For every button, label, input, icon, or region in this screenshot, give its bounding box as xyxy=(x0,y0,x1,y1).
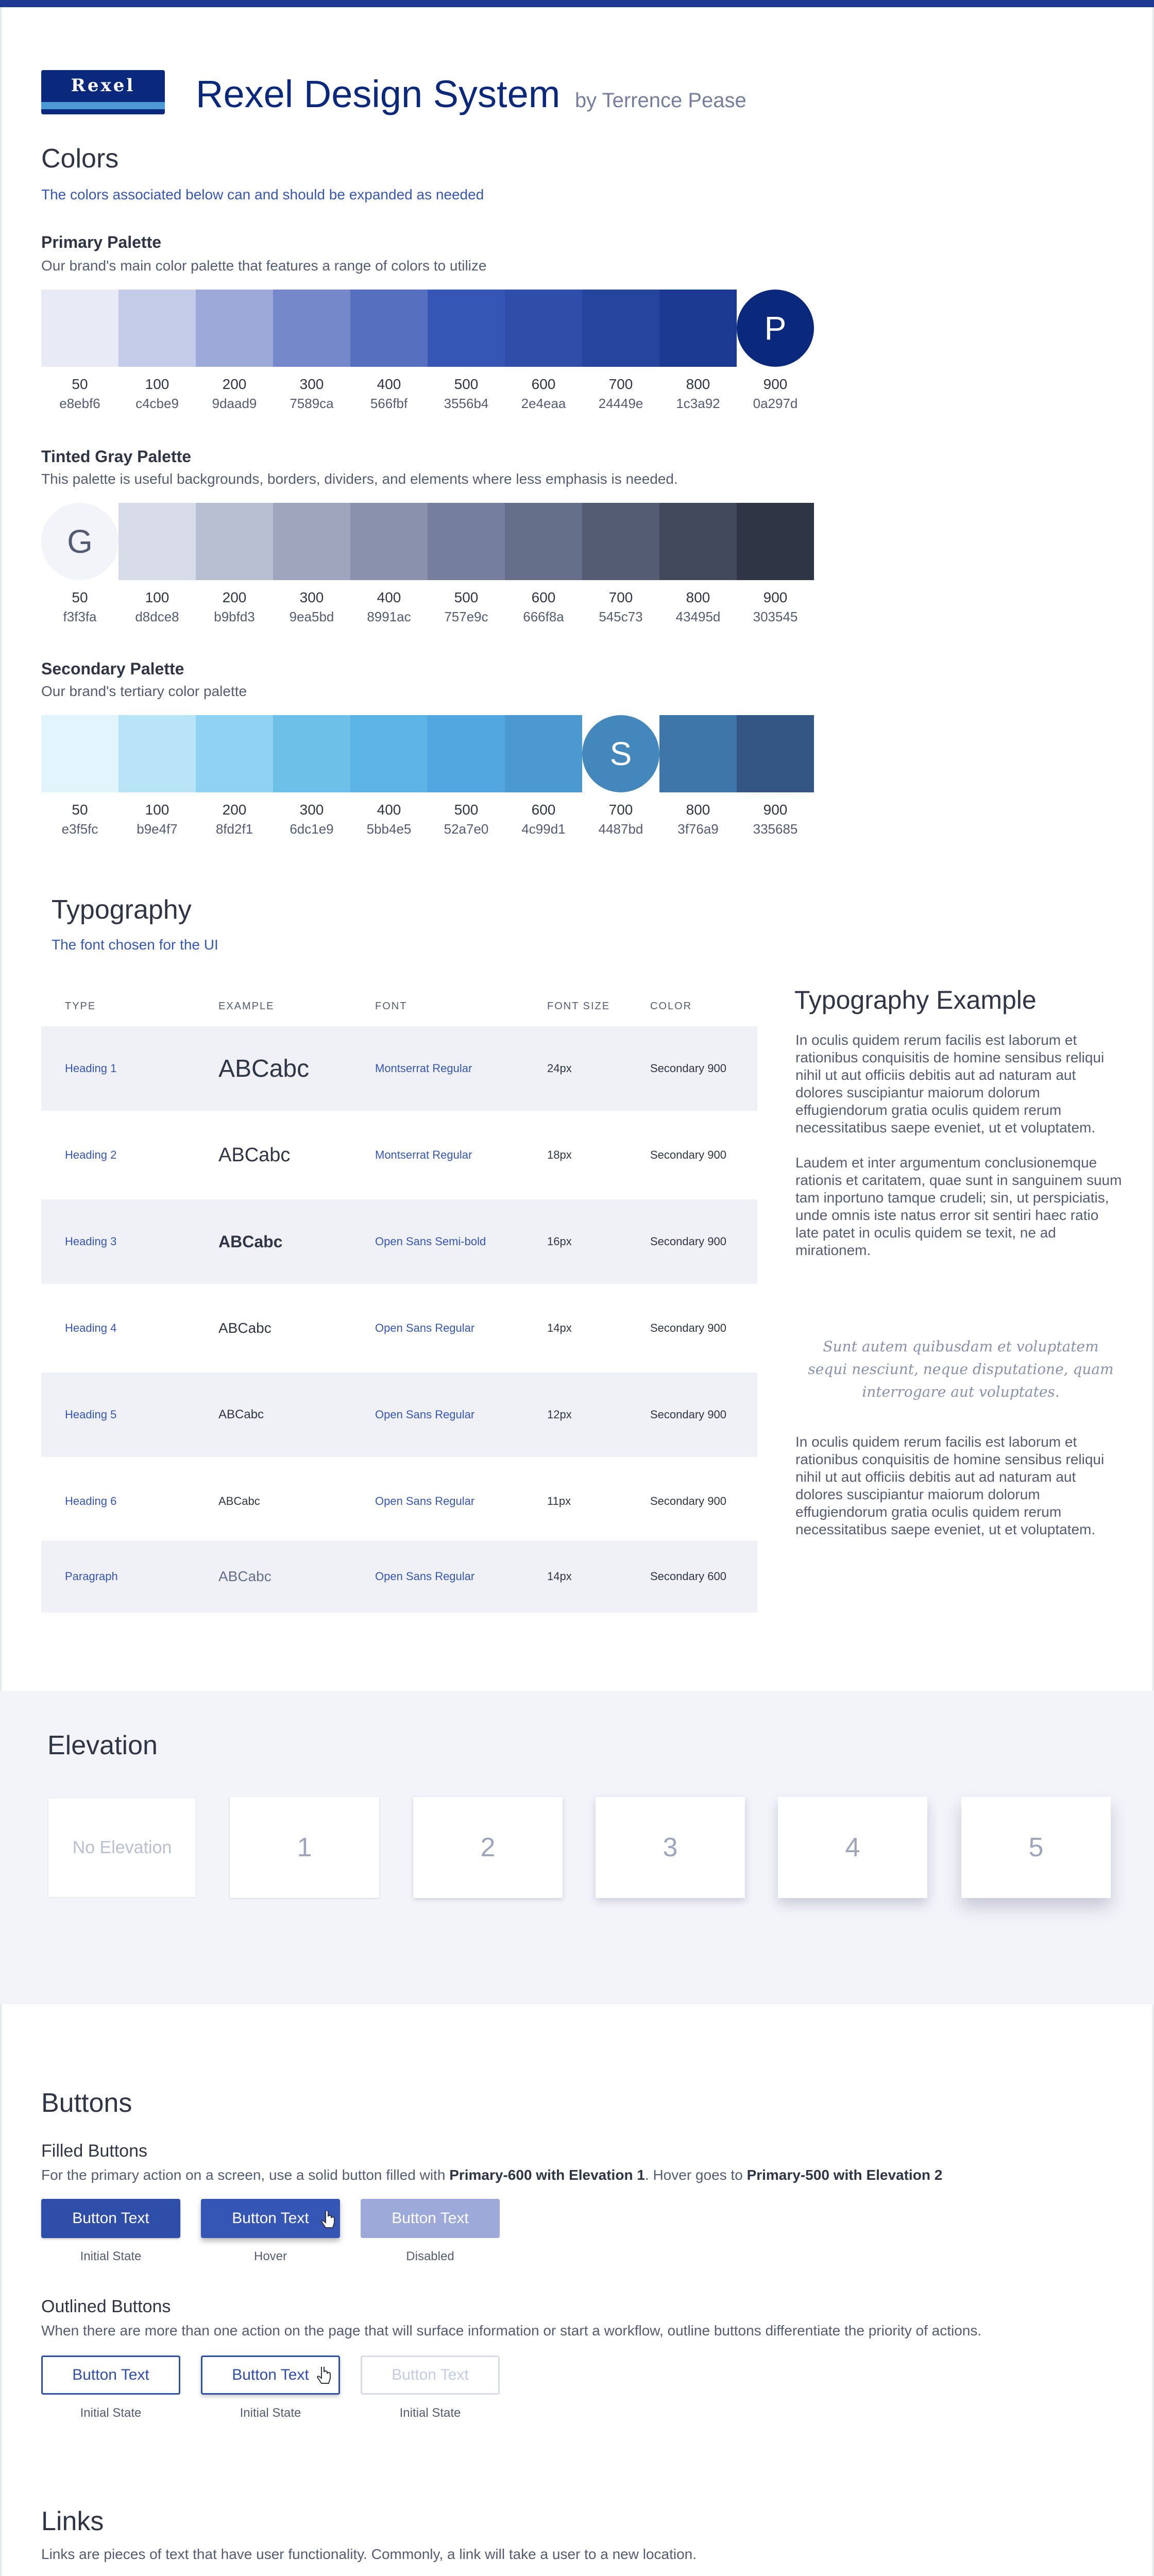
top-accent-bar xyxy=(0,0,1154,7)
gray-swatch-hex: 8991ac xyxy=(367,609,411,624)
outlined-button-hover[interactable]: Button Text xyxy=(201,2355,340,2395)
primary-swatch-number: 500 xyxy=(454,376,479,392)
font-cell: Open Sans Regular xyxy=(375,1321,475,1334)
primary-swatch-number: 800 xyxy=(686,376,710,392)
primary-swatch-hex: e8ebf6 xyxy=(59,396,100,411)
filled-caption-initial: Initial State xyxy=(80,2249,142,2263)
typography-table-row xyxy=(41,1540,757,1613)
example-cell: ABCabc xyxy=(218,1055,310,1082)
gray-swatch-circle-50: G xyxy=(41,503,118,580)
typography-table-row xyxy=(41,1199,757,1284)
color-cell: Secondary 900 xyxy=(650,1408,726,1421)
example-cell: ABCabc xyxy=(218,1232,283,1251)
secondary-swatch-300 xyxy=(273,715,350,792)
gray-swatch-hex: 303545 xyxy=(753,609,798,624)
page-title xyxy=(196,72,746,116)
links-description: Links are pieces of text that have user functionality. Commonly, a link will take a user to a new location. xyxy=(41,2546,697,2562)
gray-swatch-number: 300 xyxy=(299,589,324,605)
outlined-caption-2: Initial State xyxy=(240,2406,301,2420)
primary-swatch-50 xyxy=(41,290,118,367)
gray-swatch-hex: 757e9c xyxy=(444,609,488,624)
gray-swatch-hex: f3f3fa xyxy=(63,609,97,624)
outlined-caption-1: Initial State xyxy=(80,2406,142,2420)
primary-swatch-100 xyxy=(118,290,196,367)
filled-desc-part-1: For the primary action on a screen, use a solid button filled with xyxy=(41,2167,450,2183)
secondary-swatch-number: 200 xyxy=(222,802,247,818)
font-size-cell: 12px xyxy=(547,1408,572,1421)
typography-heading: Typography xyxy=(52,895,192,925)
outlined-caption-3: Initial State xyxy=(399,2406,461,2420)
primary-swatch-number: 50 xyxy=(72,376,88,392)
primary-palette-description: Our brand's main color palette that features a range of colors to utilize xyxy=(41,258,487,274)
gray-swatch-hex: 545c73 xyxy=(599,609,643,624)
primary-swatch-hex: 3556b4 xyxy=(444,396,489,411)
font-cell: Open Sans Regular xyxy=(375,1570,475,1583)
filled-caption-disabled: Disabled xyxy=(406,2249,454,2263)
gray-swatch-number: 900 xyxy=(763,589,788,605)
primary-palette-title: Primary Palette xyxy=(41,233,162,251)
typography-table-row xyxy=(41,1113,757,1197)
gray-swatch-100 xyxy=(118,503,196,580)
secondary-swatch-hex: 4487bd xyxy=(598,821,643,837)
font-size-cell: 24px xyxy=(547,1062,572,1075)
secondary-swatch-number: 500 xyxy=(454,802,479,818)
primary-swatch-hex: 2e4eaa xyxy=(521,396,566,411)
secondary-swatch-number: 900 xyxy=(763,802,788,818)
gray-swatch-600 xyxy=(505,503,582,580)
primary-swatch-number: 600 xyxy=(531,376,556,392)
primary-swatch-hex: 1c3a92 xyxy=(676,396,720,411)
secondary-swatch-number: 50 xyxy=(72,802,88,818)
secondary-swatch-number: 800 xyxy=(686,802,710,818)
gray-swatch-800 xyxy=(659,503,737,580)
outlined-buttons-title: Outlined Buttons xyxy=(41,2297,171,2316)
color-cell: Secondary 900 xyxy=(650,1495,726,1507)
rexel-logo xyxy=(41,70,165,114)
secondary-swatch-900 xyxy=(737,715,814,792)
secondary-swatch-100 xyxy=(118,715,196,792)
gray-swatch-number: 200 xyxy=(222,589,247,605)
primary-swatch-number: 700 xyxy=(608,376,633,392)
primary-swatch-500 xyxy=(428,290,505,367)
filled-button-initial[interactable]: Button Text xyxy=(41,2199,180,2238)
links-heading: Links xyxy=(41,2506,104,2536)
gray-swatch-700 xyxy=(582,503,659,580)
typography-example-paragraph-3: In oculis quidem rerum facilis est laborum et rationibus conquisitis de homine sensibus reliqui nihil ut aut officiis debitis aut ad naturam aut dolores suscipiantur maiorum dolorum effugiendorum gratia oculis quidem rerum necessitatibus saepe eveniet, ut et voluptatem. xyxy=(795,1434,1105,1537)
col-header-color: COLOR xyxy=(650,1001,692,1012)
typography-table-row xyxy=(41,1026,757,1111)
filled-desc-bold-2: Primary-500 with Elevation 2 xyxy=(746,2167,943,2183)
primary-swatch-hex: 0a297d xyxy=(753,396,798,411)
secondary-swatch-500 xyxy=(428,715,505,792)
primary-swatch-hex: 24449e xyxy=(598,396,643,411)
typography-description: The font chosen for the UI xyxy=(52,937,218,953)
primary-swatch-number: 900 xyxy=(763,376,788,392)
font-cell: Open Sans Semi-bold xyxy=(375,1235,486,1248)
filled-buttons-title: Filled Buttons xyxy=(41,2141,147,2161)
font-size-cell: 14px xyxy=(547,1321,572,1334)
secondary-swatch-hex: 335685 xyxy=(753,821,798,837)
type-cell: Heading 1 xyxy=(65,1062,117,1075)
secondary-swatch-hex: 6dc1e9 xyxy=(290,821,334,837)
elevation-card-5: 5 xyxy=(961,1797,1111,1898)
col-header-font-size: FONT SIZE xyxy=(547,1001,610,1012)
hand-cursor-icon xyxy=(320,2211,337,2232)
primary-swatch-hex: 7589ca xyxy=(290,396,334,411)
typography-table-row xyxy=(41,1372,757,1457)
color-cell: Secondary 900 xyxy=(650,1148,726,1161)
secondary-swatch-600 xyxy=(505,715,582,792)
typography-example-paragraph-2: Laudem et inter argumentum conclusionemque rationis et caritatem, quae sunt in sanguinem suum tam inportuno tamque crudeli; sin, ut perspiciatis, unde omnis iste natus error sit sentiri haec ratio late patet in oculis quidem se texit, ne ad mirationem. xyxy=(795,1155,1122,1258)
filled-caption-hover: Hover xyxy=(253,2249,287,2263)
gray-swatch-hex: 43495d xyxy=(675,609,721,624)
font-cell: Montserrat Regular xyxy=(375,1062,472,1075)
primary-swatch-hex: 566fbf xyxy=(370,396,408,411)
outlined-buttons-description: When there are more than one action on the page that will surface information or start a workflow, outline buttons differentiate the priority of actions. xyxy=(41,2323,982,2338)
color-cell: Secondary 900 xyxy=(650,1321,726,1334)
secondary-swatch-number: 100 xyxy=(145,802,169,818)
buttons-heading: Buttons xyxy=(41,2088,132,2118)
type-cell: Heading 2 xyxy=(65,1148,117,1161)
font-cell: Open Sans Regular xyxy=(375,1495,475,1507)
example-cell: ABCabc xyxy=(218,1495,260,1507)
color-cell: Secondary 600 xyxy=(650,1570,726,1583)
secondary-swatch-50 xyxy=(41,715,118,792)
filled-button-hover[interactable]: Button Text xyxy=(201,2199,340,2238)
typography-example-title: Typography Example xyxy=(794,986,1037,1014)
primary-swatch-800 xyxy=(659,290,737,367)
typography-table-row xyxy=(41,1286,757,1370)
typography-example-paragraph-1: In oculis quidem rerum facilis est laborum et rationibus conquisitis de homine sensibus reliqui nihil ut aut officiis debitis aut ad naturam aut dolores suscipiantur maiorum dolorum effugiendorum gratia oculis quidem rerum necessitatibus saepe eveniet, ut et voluptatem. xyxy=(795,1032,1105,1136)
secondary-swatch-hex: b9e4f7 xyxy=(137,821,178,837)
gray-swatch-number: 400 xyxy=(377,589,401,605)
font-size-cell: 14px xyxy=(547,1570,572,1583)
color-cell: Secondary 900 xyxy=(650,1062,726,1075)
outlined-button-disabled: Button Text xyxy=(361,2355,500,2395)
secondary-palette-description: Our brand's tertiary color palette xyxy=(41,683,247,699)
primary-swatch-number: 100 xyxy=(145,376,169,392)
filled-desc-part-2: . Hover goes to xyxy=(644,2167,747,2183)
colors-description: The colors associated below can and should be expanded as needed xyxy=(41,187,484,202)
type-cell: Heading 4 xyxy=(65,1321,117,1334)
elevation-card-1: 1 xyxy=(230,1797,379,1898)
gray-swatch-number: 500 xyxy=(454,589,479,605)
primary-swatch-number: 400 xyxy=(377,376,401,392)
example-cell: ABCabc xyxy=(218,1320,271,1336)
secondary-swatch-hex: e3f5fc xyxy=(61,821,98,837)
elevation-card-3: 3 xyxy=(596,1797,745,1898)
colors-heading: Colors xyxy=(41,144,119,174)
gray-swatch-200 xyxy=(196,503,273,580)
elevation-card-2: 2 xyxy=(413,1797,563,1898)
gray-swatch-300 xyxy=(273,503,350,580)
primary-swatch-400 xyxy=(350,290,428,367)
logo-text: Rexel xyxy=(71,75,135,96)
gray-swatch-number: 50 xyxy=(72,589,88,605)
primary-swatch-number: 200 xyxy=(222,376,247,392)
outlined-button-initial[interactable]: Button Text xyxy=(41,2355,180,2395)
secondary-swatch-circle-700: S xyxy=(582,715,659,792)
secondary-swatch-hex: 8fd2f1 xyxy=(215,821,253,837)
gray-swatch-500 xyxy=(428,503,505,580)
type-cell: Heading 5 xyxy=(65,1408,117,1421)
secondary-swatch-hex: 5bb4e5 xyxy=(366,821,412,837)
secondary-swatch-hex: 4c99d1 xyxy=(521,821,566,837)
gray-swatch-number: 600 xyxy=(531,589,556,605)
filled-desc-bold-1: Primary-600 with Elevation 1 xyxy=(449,2167,645,2183)
type-cell: Paragraph xyxy=(65,1570,118,1583)
secondary-swatch-number: 400 xyxy=(377,802,401,818)
frame-border-left xyxy=(0,7,2,2576)
primary-swatch-circle-900: P xyxy=(737,290,814,367)
primary-swatch-hex: c4cbe9 xyxy=(135,396,179,411)
secondary-swatch-number: 300 xyxy=(299,802,324,818)
gray-swatch-hex: 666f8a xyxy=(523,609,564,624)
byline: by Terrence Pease xyxy=(574,89,746,112)
elevation-heading: Elevation xyxy=(47,1731,158,1760)
primary-swatch-hex: 9daad9 xyxy=(212,396,257,411)
col-header-type: TYPE xyxy=(65,1001,96,1012)
secondary-swatch-hex: 52a7e0 xyxy=(444,821,489,837)
gray-swatch-hex: d8dce8 xyxy=(135,609,179,624)
secondary-swatch-number: 700 xyxy=(608,802,633,818)
col-header-font: FONT xyxy=(375,1001,408,1012)
elevation-card-4: 4 xyxy=(778,1797,927,1898)
primary-swatch-200 xyxy=(196,290,273,367)
example-cell: ABCabc xyxy=(218,1144,291,1166)
primary-swatch-600 xyxy=(505,290,582,367)
gray-swatch-number: 700 xyxy=(608,589,633,605)
typography-example-quote: Sunt autem quibusdam et voluptatem sequi nesciunt, neque disputatione, quam interrogare aut voluptates. xyxy=(808,1338,1114,1400)
gray-swatch-900 xyxy=(737,503,814,580)
col-header-example: EXAMPLE xyxy=(218,1001,275,1012)
secondary-swatch-200 xyxy=(196,715,273,792)
gray-swatch-number: 800 xyxy=(686,589,710,605)
font-cell: Open Sans Regular xyxy=(375,1408,475,1421)
example-cell: ABCabc xyxy=(218,1568,271,1584)
type-cell: Heading 3 xyxy=(65,1235,117,1248)
gray-swatch-number: 100 xyxy=(145,589,169,605)
primary-swatch-number: 300 xyxy=(299,376,324,392)
gray-swatch-hex: 9ea5bd xyxy=(289,609,334,624)
typography-table-row xyxy=(41,1459,757,1544)
gray-swatch-hex: b9bfd3 xyxy=(214,609,255,624)
font-size-cell: 18px xyxy=(547,1148,572,1161)
secondary-swatch-number: 600 xyxy=(531,802,556,818)
gray-palette-title: Tinted Gray Palette xyxy=(41,447,192,466)
filled-buttons-description xyxy=(41,2167,942,2183)
font-size-cell: 16px xyxy=(547,1235,572,1248)
secondary-swatch-400 xyxy=(350,715,428,792)
elevation-card-none: No Elevation xyxy=(47,1797,197,1898)
secondary-palette-title: Secondary Palette xyxy=(41,659,184,678)
gray-palette-description: This palette is useful backgrounds, borders, dividers, and elements where less emphasis is needed. xyxy=(41,471,678,487)
gray-swatch-400 xyxy=(350,503,428,580)
secondary-swatch-hex: 3f76a9 xyxy=(677,821,719,837)
example-cell: ABCabc xyxy=(218,1408,264,1421)
font-cell: Montserrat Regular xyxy=(375,1148,472,1161)
primary-swatch-700 xyxy=(582,290,659,367)
logo-stripe xyxy=(41,102,165,109)
font-size-cell: 11px xyxy=(547,1495,571,1507)
page-title-text: Rexel Design System xyxy=(196,73,561,115)
primary-swatch-300 xyxy=(273,290,350,367)
type-cell: Heading 6 xyxy=(65,1495,117,1507)
color-cell: Secondary 900 xyxy=(650,1235,726,1248)
secondary-swatch-800 xyxy=(659,715,737,792)
hand-cursor-icon xyxy=(316,2367,333,2387)
filled-button-disabled: Button Text xyxy=(361,2199,500,2238)
